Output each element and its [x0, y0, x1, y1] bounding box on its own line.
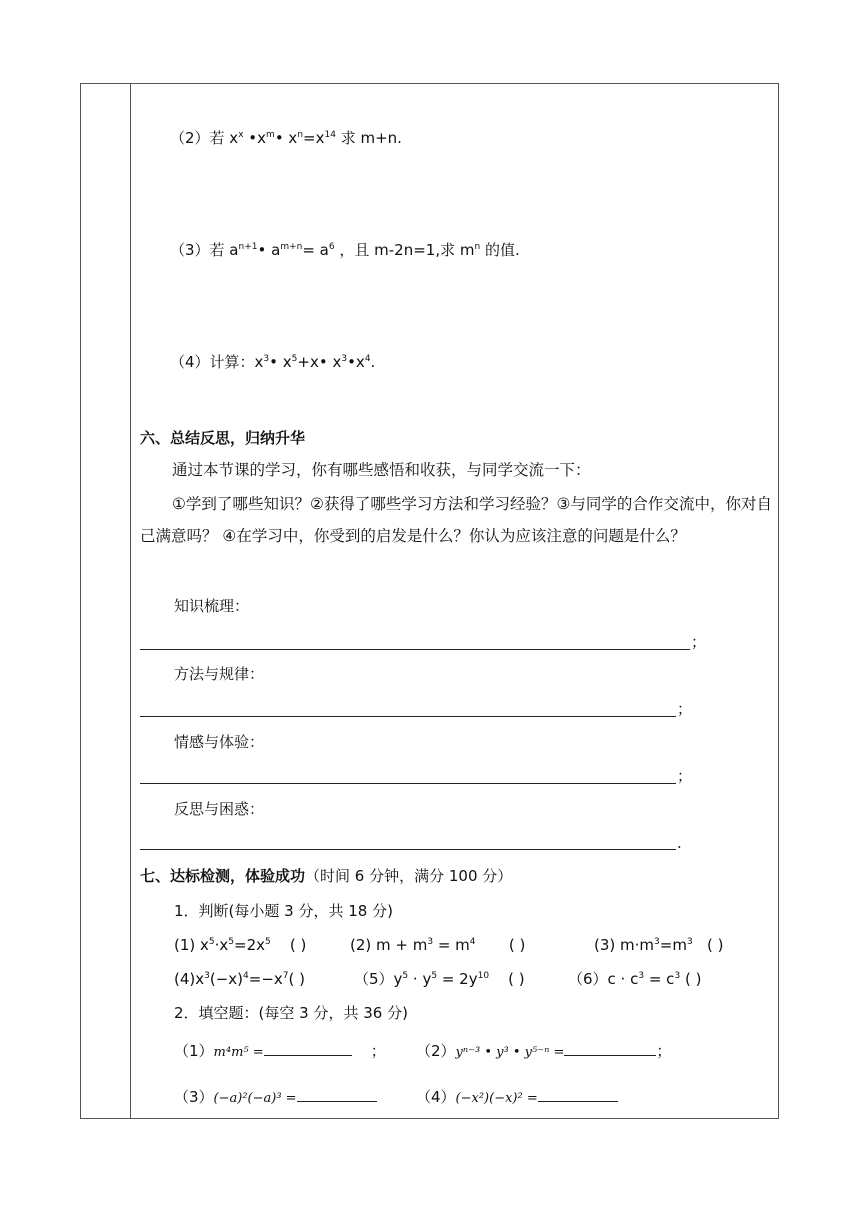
fill-item-1: （1）m⁴m⁵ = ；: [174, 1042, 386, 1060]
fill-blank-2[interactable]: [564, 1041, 656, 1056]
answer-end-feelings: ；: [677, 767, 693, 785]
problem-3: （3）若 $a^{n+1}•$ $a^{m+n}= a^6$ ，且 m-2n=1,求 $m^n$ 的值.: [170, 241, 520, 259]
answer-end-methods: ；: [677, 700, 693, 718]
judge-item-2: (2) $m + m^3 = m^4$ ( ): [350, 936, 526, 954]
fill-item-2: （2）yⁿ⁻³ • y³ • y⁵⁻ⁿ = ；: [416, 1042, 672, 1060]
judge-title: 1．判断(每小题 3 分，共 18 分): [174, 902, 393, 920]
judge-item-4: $(4)x^3(-x)^4=-x^7$( ): [174, 970, 305, 988]
frame-divider: [130, 83, 131, 1119]
problem-2: （2）若 $x^x$ $•x^m•$ $x^n=x^{14}$ 求 m+n.: [170, 129, 402, 147]
answer-line-knowledge: [140, 649, 690, 650]
fill-blank-3[interactable]: [297, 1087, 377, 1102]
prompt-knowledge: 知识梳理：: [174, 597, 250, 615]
fill-title: 2．填空题：(每空 3 分，共 36 分): [174, 1004, 408, 1022]
section-6-questions: ①学到了哪些知识？②获得了哪些学习方法和学习经验？③与同学的合作交流中，你对自己满意吗？ ④在学习中，你受到的启发是什么？你认为应该注意的问题是什么？: [140, 495, 772, 545]
answer-end-reflection: .: [677, 834, 682, 852]
prompt-reflection: 反思与困惑：: [174, 800, 265, 818]
judge-item-3: (3) $m\cdot m^3=m^3$ ( ): [594, 936, 724, 954]
section-6-intro: 通过本节课的学习，你有哪些感悟和收获，与同学交流一下：: [172, 461, 591, 479]
fill-item-4: （4）(−x²)(−x)² =: [416, 1087, 618, 1109]
answer-line-methods: [140, 716, 676, 717]
fill-blank-4[interactable]: [538, 1087, 618, 1102]
answer-end-knowledge: ；: [691, 633, 707, 651]
answer-line-feelings: [140, 783, 676, 784]
answer-line-reflection: [140, 849, 676, 850]
fill-item-3: （3）(−a)²(−a)³ =: [174, 1087, 377, 1109]
judge-item-1: (1) $x^5\cdot x^5=2x^5$ ( ): [174, 936, 307, 954]
judge-item-6: $(6)c \cdot c^3 = c^3$ ( ): [568, 970, 702, 988]
prompt-methods: 方法与规律：: [174, 665, 265, 683]
prompt-feelings: 情感与体验：: [174, 733, 265, 751]
section-7-title: 七、达标检测，体验成功（时间 6 分钟，满分 100 分）: [140, 867, 513, 885]
fill-blank-1[interactable]: [264, 1041, 352, 1056]
section-6-title: 六、总结反思，归纳升华: [140, 429, 306, 447]
problem-4: （4）计算：$x^3•$ $x^5+x•$ $x^3•x^4$.: [170, 353, 376, 371]
judge-item-5: $(5)y^5 \cdot y^5 = 2y^{10}$ ( ): [354, 970, 525, 988]
